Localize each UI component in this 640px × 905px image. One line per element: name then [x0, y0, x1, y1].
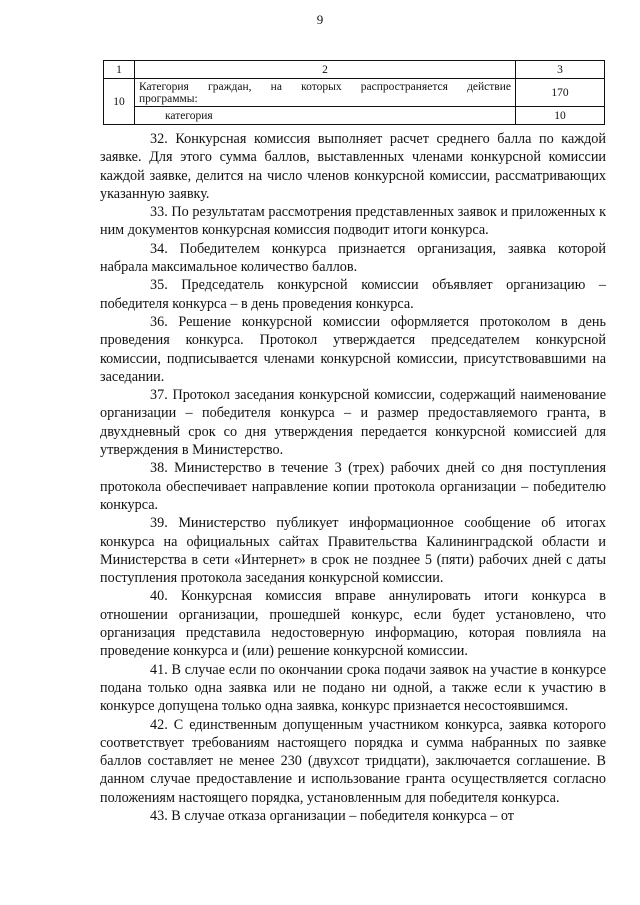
paragraph-37: 37. Протокол заседания конкурсной комиссии, содержащий наименование организации – победителя конкурса – и размер предоставляемого гранта, в двухдневный срок со дня утверждения передается конкурсной комиссией для утверждения в Министерство. [100, 387, 606, 459]
table-header-row [104, 61, 605, 79]
paragraph-32: 32. Конкурсная комиссия выполняет расчет среднего балла по каждой заявке. Для этого сумма баллов, выставленных членами конкурсной комиссии каждой заявке, делится на число членов конкурсной комиссии, рассматривающих указанную заявку. [100, 131, 606, 202]
document-body [100, 130, 606, 825]
paragraph-41: 41. В случае если по окончании срока подачи заявок на участие в конкурсе подана только одна заявка или не подано ни одной, а также если к участию в конкурсе допущена только одна заявка, конкурс признается несостоявшимся. [100, 661, 606, 715]
paragraph-43: 43. В случае отказа организации – победителя конкурса – от [150, 807, 515, 824]
header-cell-1: 1 [104, 61, 135, 79]
criterion-line-1: Категория граждан, на которых распространяется действие [139, 80, 511, 93]
paragraph-39: 39. Министерство публикует информационное сообщение об итогах конкурса на официальных сайтах Правительства Калининградской области и Министерства в сети «Интернет» в срок не позднее 5 (пяти) рабочих дней с даты поступления протокола заседания конкурсной комиссии. [100, 515, 606, 587]
table-row [104, 79, 605, 107]
header-cell-3: 3 [516, 61, 605, 79]
criteria-table [103, 60, 605, 125]
table-subrow [104, 107, 605, 125]
paragraph-35: 35. Председатель конкурсной комиссии объявляет организацию – победителя конкурса – в день проведения конкурса. [100, 277, 606, 312]
criterion-points: 170 [516, 79, 605, 107]
criterion-line-2: программы: [139, 92, 198, 105]
sub-category-points: 10 [516, 107, 605, 125]
paragraph-36: 36. Решение конкурсной комиссии оформляется протоколом в день проведения конкурса. Протокол утверждается председателем конкурсной комиссии, подписывается членами конкурсной комиссии, присутствовавшими на заседании. [100, 313, 606, 385]
row-number: 10 [104, 79, 135, 125]
paragraph-42: 42. С единственным допущенным участником конкурса, заявка которого соответствует требованиям настоящего порядка и сумма набранных по заявке баллов составляет не менее 230 (двухсот тридцати), заключается соглашение. В данном случае предоставление и использование гранта осуществляется согласно положениям настоящего порядка, установленным для победителя конкурса. [100, 716, 606, 806]
paragraph-33: 33. По результатам рассмотрения представленных заявок и приложенных к ним документов конкурсная комиссия подводит итоги конкурса. [100, 204, 606, 239]
page-number: 9 [316, 12, 324, 27]
sub-category-label: категория [135, 107, 516, 125]
paragraph-38: 38. Министерство в течение 3 (трех) рабочих дней со дня поступления протокола обеспечивает направление копии протокола организации – победителю конкурса. [100, 460, 606, 513]
paragraph-40: 40. Конкурсная комиссия вправе аннулировать итоги конкурса в отношении организации, прошедшей конкурс, если будет установлено, что организация представила недостоверную информацию, которая повлияла на проведение конкурса и (или) решение конкурсной комиссии. [100, 588, 606, 660]
header-cell-2: 2 [135, 61, 516, 79]
criterion-text [135, 79, 516, 107]
paragraph-34: 34. Победителем конкурса признается организация, заявка которой набрала максимальное количество баллов. [100, 240, 606, 276]
